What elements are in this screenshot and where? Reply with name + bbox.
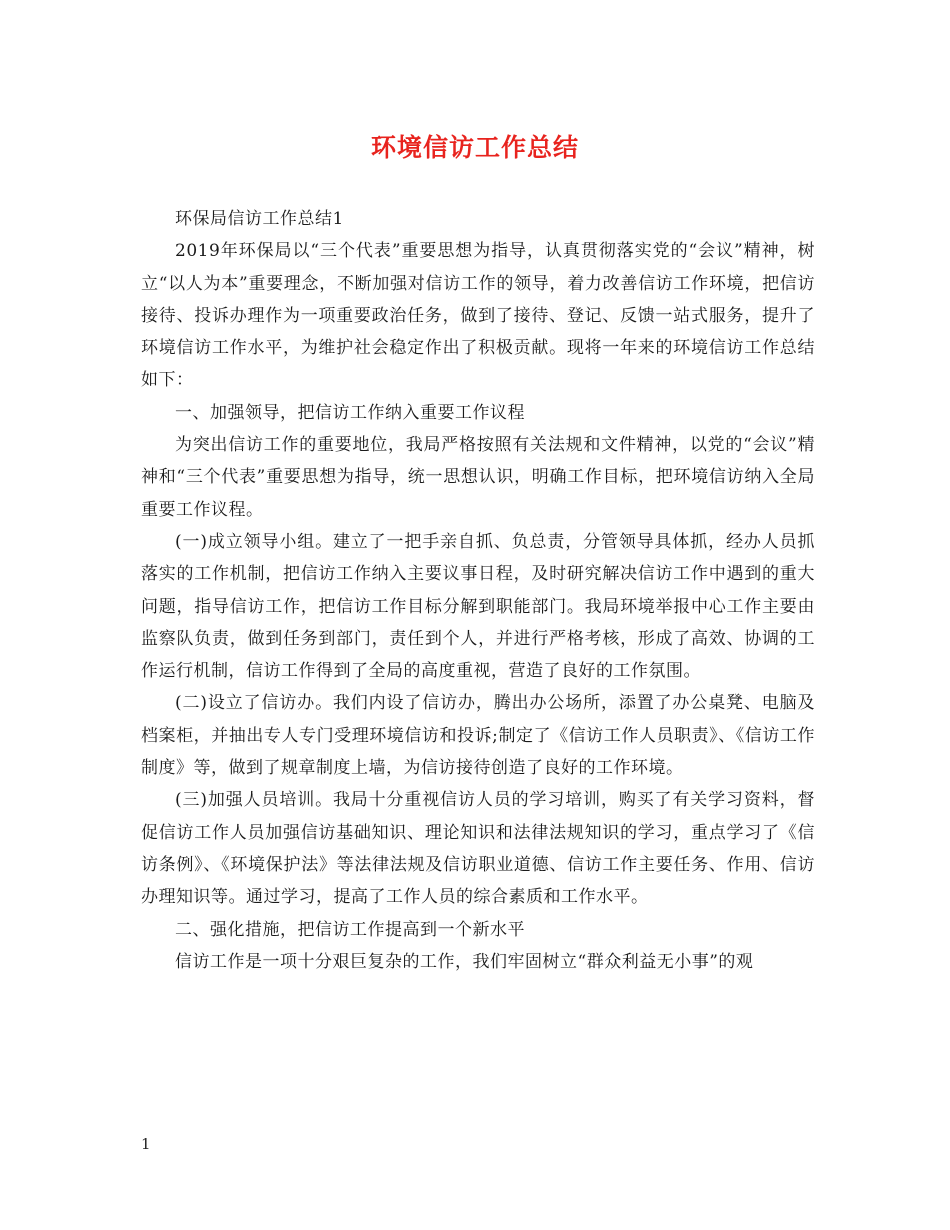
- paragraph: 为突出信访工作的重要地位，我局严格按照有关法规和文件精神，以党的“会议”精神和“三个代表”重要思想为指导，统一思想认识，明确工作目标，把环境信访纳入全局重要工作议程。: [141, 435, 815, 520]
- paragraph: 信访工作是一项十分艰巨复杂的工作，我们牢固树立“群众利益无小事”的观: [175, 951, 754, 972]
- section-heading: 二、强化措施，把信访工作提高到一个新水平: [175, 919, 525, 940]
- document-body: [141, 203, 815, 978]
- document-title: 环境信访工作总结: [370, 133, 579, 162]
- page-number: 1: [141, 1135, 151, 1153]
- paragraph: 2019年环保局以“三个代表”重要思想为指导，认真贯彻落实党的“会议”精神，树立“以人为本”重要理念，不断加强对信访工作的领导，着力改善信访工作环境，把信访接待、投诉办理作为一项重要政治任务，做到了接待、登记、反馈一站式服务，提升了环境信访工作水平，为维护社会稳定作出了积极贡献。现将一年来的环境信访工作总结如下：: [141, 241, 815, 391]
- section-heading: 一、加强领导，把信访工作纳入重要工作议程: [175, 402, 525, 423]
- paragraph: (三)加强人员培训。我局十分重视信访人员的学习培训，购买了有关学习资料，督促信访工作人员加强信访基础知识、理论知识和法律法规知识的学习，重点学习了《信访条例》、《环境保护法》等法律法规及信访职业道德、信访工作主要任务、作用、信访办理知识等。通过学习，提高了工作人员的综合素质和工作水平。: [141, 790, 815, 908]
- paragraph: (二)设立了信访办。我们内设了信访办，腾出办公场所，添置了办公桌凳、电脑及档案柜，并抽出专人专门受理环境信访和投诉;制定了《信访工作人员职责》、《信访工作制度》等，做到了规章制度上墙，为信访接待创造了良好的工作环境。: [141, 693, 815, 779]
- paragraph: (一)成立领导小组。建立了一把手亲自抓、负总责，分管领导具体抓，经办人员抓落实的工作机制，把信访工作纳入主要议事日程，及时研究解决信访工作中遇到的重大问题，指导信访工作，把信访工作目标分解到职能部门。我局环境举报中心工作主要由监察队负责，做到任务到部门，责任到个人，并进行严格考核，形成了高效、协调的工作运行机制，信访工作得到了全局的高度重视，营造了良好的工作氛围。: [141, 531, 815, 682]
- section-heading: 环保局信访工作总结1: [175, 209, 344, 229]
